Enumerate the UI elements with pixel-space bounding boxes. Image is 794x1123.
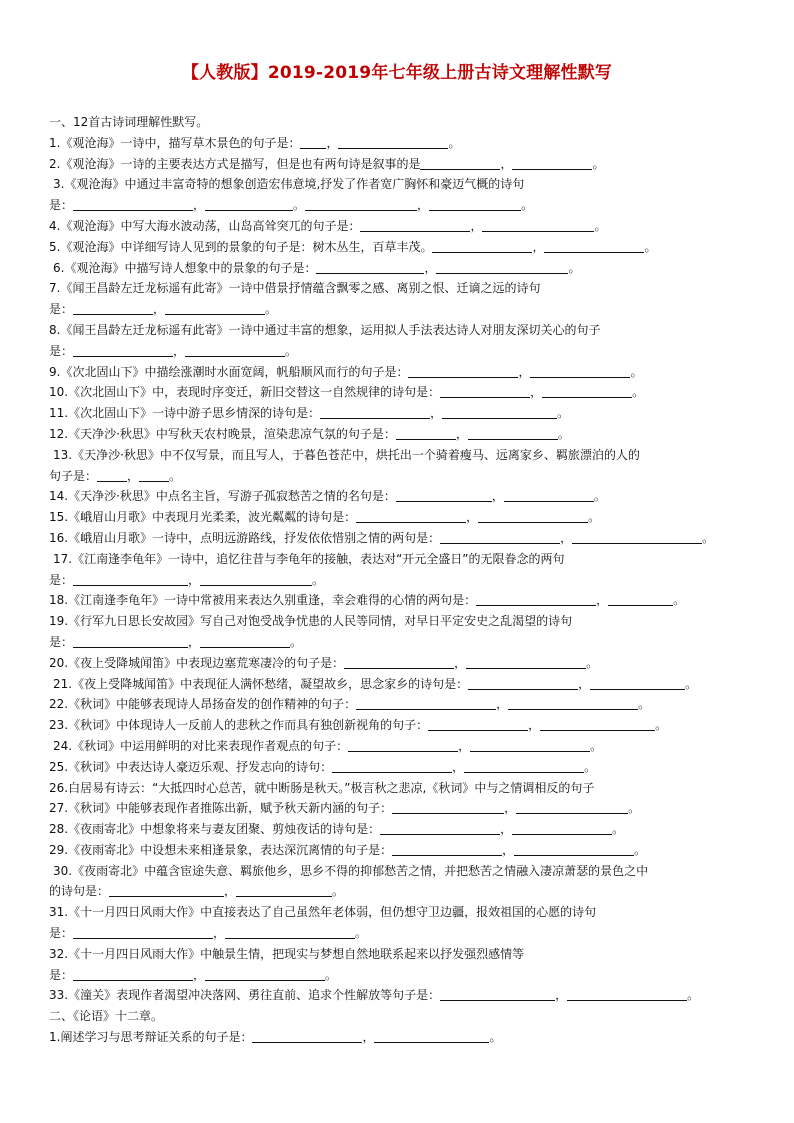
question-line — [49, 216, 769, 237]
answer-blank[interactable] — [392, 842, 502, 856]
answer-blank[interactable] — [73, 634, 188, 648]
punctuation: 。 — [448, 135, 461, 150]
question-text: 4.《观沧海》中写大海水波动荡，山岛高耸突兀的句子是： — [49, 218, 361, 233]
question-text: 1.《观沧海》一诗中，描写草木景色的句子是： — [49, 135, 301, 150]
question-text: 20.《夜上受降城闻笛》中表现边塞荒寒凄冷的句子是： — [49, 655, 345, 670]
answer-blank[interactable] — [608, 592, 673, 606]
question-text: 14.《天净沙·秋思》中点名主旨，写游子孤寂愁苦之情的名句是： — [49, 489, 396, 504]
punctuation: 。 — [612, 822, 625, 837]
question-text: 31.《十一月四日风雨大作》中直接表达了自己虽然年老体弱，但仍想守卫边疆，报效祖国的心愿的诗句 — [49, 905, 597, 920]
punctuation: ， — [596, 593, 609, 608]
punctuation: 。 — [592, 156, 605, 171]
punctuation: ， — [153, 302, 166, 317]
answer-blank[interactable] — [109, 883, 224, 897]
answer-blank[interactable] — [590, 676, 685, 690]
question-line — [49, 965, 769, 986]
page-title: 【人教版】2019-2019年七年级上册古诗文理解性默写 — [181, 63, 613, 83]
question-line — [49, 341, 769, 362]
question-line — [49, 881, 769, 902]
question-line — [49, 154, 769, 175]
question-text: 9.《次北固山下》中描绘涨潮时水面宽阔，帆船顺风而行的句子是： — [49, 364, 409, 379]
question-text: 11.《次北固山下》一诗中游子思乡情深的诗句是： — [49, 406, 321, 421]
question-text: 17.《江南逢李龟年》一诗中，追忆往昔与李龟年的接触，表达对“开元全盛日”的无限眷念的两句 — [53, 551, 565, 566]
punctuation: 。 — [568, 260, 581, 275]
question-text: 29.《夜雨寄北》中设想未来相逢景象，表达深沉离情的句子是： — [49, 842, 393, 857]
answer-blank[interactable] — [236, 883, 332, 897]
question-line — [49, 590, 769, 611]
answer-blank[interactable] — [73, 301, 153, 315]
question-line — [49, 570, 769, 591]
question-line — [49, 133, 769, 154]
punctuation: ， — [224, 884, 237, 899]
question-text: 7.《闻王昌龄左迁龙标遥有此寄》一诗中借景抒情蕴含飘零之感、离别之恨、迁谪之远的诗句 — [49, 281, 541, 296]
question-line — [49, 362, 769, 383]
question-line — [49, 320, 769, 341]
question-line — [49, 985, 769, 1006]
question-line — [49, 403, 769, 424]
question-text: 2.《观沧海》一诗的主要表达方式是描写，但是也有两句诗是叙事的是 — [49, 156, 421, 171]
question-text: 是： — [49, 198, 74, 213]
question-line — [49, 195, 769, 216]
punctuation: ， — [417, 198, 430, 213]
question-line — [49, 237, 769, 258]
punctuation: 。 — [632, 385, 645, 400]
answer-blank[interactable] — [567, 987, 687, 1001]
question-text: 句子是： — [49, 468, 98, 483]
worksheet-body — [49, 112, 769, 1048]
answer-blank[interactable] — [420, 156, 500, 170]
question-line — [49, 923, 769, 944]
punctuation: ， — [502, 842, 515, 857]
punctuation: 。 — [644, 239, 657, 254]
answer-blank[interactable] — [332, 759, 452, 773]
question-text: 26.白居易有诗云：“大抵四时心总苦，就中断肠是秋天。”极言秋之悲凉,《秋词》中与之情调相反的句子 — [49, 780, 595, 795]
punctuation: 。 — [586, 655, 599, 670]
answer-blank[interactable] — [540, 717, 655, 731]
answer-blank[interactable] — [139, 468, 169, 482]
punctuation: 。 — [293, 198, 306, 213]
answer-blank[interactable] — [428, 717, 528, 731]
punctuation: ， — [424, 260, 437, 275]
answer-blank[interactable] — [360, 218, 470, 232]
answer-blank[interactable] — [200, 572, 312, 586]
question-line — [49, 757, 769, 778]
punctuation: 。 — [285, 343, 298, 358]
punctuation: 。 — [655, 718, 668, 733]
question-line — [49, 258, 769, 279]
question-line — [49, 694, 769, 715]
punctuation: 。 — [630, 364, 643, 379]
answer-blank[interactable] — [356, 509, 466, 523]
answer-blank[interactable] — [185, 343, 285, 357]
answer-blank[interactable] — [466, 655, 586, 669]
answer-blank[interactable] — [356, 696, 496, 710]
punctuation: ， — [127, 468, 140, 483]
punctuation: ， — [530, 385, 543, 400]
punctuation: 。 — [584, 759, 597, 774]
punctuation: ， — [458, 738, 471, 753]
answer-blank[interactable] — [544, 239, 644, 253]
punctuation: ， — [518, 364, 531, 379]
punctuation: 。 — [702, 530, 715, 545]
question-line — [49, 819, 769, 840]
punctuation: 。 — [685, 676, 698, 691]
question-line — [49, 1027, 769, 1048]
punctuation: ， — [500, 156, 513, 171]
answer-blank[interactable] — [440, 987, 555, 1001]
question-text: 13.《天净沙·秋思》中不仅写景，而且写人，于暮色苍茫中，烘托出一个骑着瘦马、远离家乡、羁旅漂泊的人的 — [53, 447, 640, 462]
answer-blank[interactable] — [468, 676, 578, 690]
punctuation: 。 — [590, 738, 603, 753]
question-text: 是： — [49, 967, 74, 982]
punctuation: ， — [560, 530, 573, 545]
question-text: 16.《峨眉山月歌》一诗中，点明远游路线，抒发依依惜别之情的两句是： — [49, 530, 441, 545]
answer-blank[interactable] — [572, 530, 702, 544]
question-line — [49, 840, 769, 861]
punctuation: 。 — [355, 926, 368, 941]
question-text: 是： — [49, 572, 74, 587]
answer-blank[interactable] — [512, 156, 592, 170]
punctuation: ， — [452, 759, 465, 774]
question-text: 27.《秋词》中能够表现作者推陈出新，赋予秋天新内涵的句子： — [49, 801, 393, 816]
punctuation: ， — [466, 510, 479, 525]
answer-blank[interactable] — [468, 426, 558, 440]
question-text: 5.《观沧海》中详细写诗人见到的景象的句子是：树木丛生，百草丰茂。 — [49, 239, 433, 254]
answer-blank[interactable] — [320, 405, 430, 419]
question-text: 22.《秋词》中能够表现诗人昂扬奋发的创作精神的句子： — [49, 697, 357, 712]
question-text: 33.《潼关》表现作者渴望冲决落网、勇往直前、追求个性解放等句子是： — [49, 988, 441, 1003]
answer-blank[interactable] — [470, 738, 590, 752]
answer-blank[interactable] — [476, 592, 596, 606]
answer-blank[interactable] — [514, 842, 634, 856]
question-text: 是： — [49, 302, 74, 317]
punctuation: ， — [188, 634, 201, 649]
answer-blank[interactable] — [380, 821, 500, 835]
answer-blank[interactable] — [348, 738, 458, 752]
punctuation: 。 — [312, 572, 325, 587]
question-text: 一、12首古诗词理解性默写。 — [49, 115, 209, 129]
answer-blank[interactable] — [436, 260, 568, 274]
question-text: 1.阐述学习与思考辩证关系的句子是： — [49, 1030, 253, 1045]
answer-blank[interactable] — [504, 488, 594, 502]
question-line — [49, 715, 769, 736]
answer-blank[interactable] — [338, 135, 448, 149]
question-line — [49, 445, 769, 466]
question-text: 8.《闻王昌龄左迁龙标遥有此寄》一诗中通过丰富的想象，运用拟人手法表达诗人对朋友深切关心的句子 — [49, 322, 601, 337]
punctuation: ， — [430, 406, 443, 421]
question-text: 6.《观沧海》中描写诗人想象中的景象的句子是： — [53, 260, 317, 275]
punctuation: 。 — [332, 884, 345, 899]
answer-blank[interactable] — [73, 572, 188, 586]
question-line — [49, 861, 769, 882]
punctuation: 。 — [588, 510, 601, 525]
question-line — [49, 902, 769, 923]
answer-blank[interactable] — [165, 301, 265, 315]
punctuation: ， — [173, 343, 186, 358]
question-line — [49, 486, 769, 507]
question-text: 30.《夜雨寄北》中蕴含宦途失意、羁旅他乡，思乡不得的抑郁愁苦之情，并把愁苦之情融入凄凉萧瑟的景色之中 — [53, 863, 649, 878]
question-text: 3.《观沧海》中通过丰富奇特的想象创造宏伟意境,抒发了作者宽广胸怀和豪迈气概的诗句 — [53, 177, 525, 192]
punctuation: ， — [188, 572, 201, 587]
question-line — [49, 112, 769, 133]
question-line — [49, 1006, 769, 1027]
question-text: 28.《夜雨寄北》中想象将来与妻友团聚、剪烛夜话的诗句是： — [49, 822, 381, 837]
answer-blank[interactable] — [396, 426, 456, 440]
punctuation: ， — [213, 926, 226, 941]
punctuation: ， — [193, 198, 206, 213]
answer-blank[interactable] — [464, 759, 584, 773]
question-text: 是： — [49, 343, 74, 358]
punctuation: 。 — [634, 842, 647, 857]
answer-blank[interactable] — [73, 197, 193, 211]
question-line — [49, 507, 769, 528]
answer-blank[interactable] — [429, 197, 521, 211]
answer-blank[interactable] — [225, 925, 355, 939]
question-line — [49, 798, 769, 819]
question-line — [49, 174, 769, 195]
punctuation: 。 — [593, 489, 606, 504]
answer-blank[interactable] — [200, 634, 290, 648]
question-line — [49, 549, 769, 570]
answer-blank[interactable] — [205, 197, 293, 211]
answer-blank[interactable] — [432, 239, 532, 253]
answer-blank[interactable] — [516, 800, 628, 814]
punctuation: ， — [491, 489, 504, 504]
punctuation: 。 — [169, 468, 182, 483]
answer-blank[interactable] — [252, 1029, 362, 1043]
question-text: 15.《峨眉山月歌》中表现月光柔柔，波光粼粼的诗句是： — [49, 510, 357, 525]
punctuation: 。 — [628, 801, 641, 816]
answer-blank[interactable] — [440, 530, 560, 544]
question-line — [49, 632, 769, 653]
punctuation: ， — [454, 655, 467, 670]
question-line — [49, 778, 769, 799]
answer-blank[interactable] — [512, 821, 612, 835]
punctuation: ， — [504, 801, 517, 816]
punctuation: ， — [578, 676, 591, 691]
answer-blank[interactable] — [300, 135, 326, 149]
question-text: 25.《秋词》中表达诗人豪迈乐观、抒发志向的诗句： — [49, 759, 333, 774]
answer-blank[interactable] — [482, 218, 594, 232]
question-text: 32.《十一月四日风雨大作》中触景生情，把现实与梦想自然地联系起来以抒发强烈感情等 — [49, 946, 525, 961]
question-text: 10.《次北固山下》中，表现时序变迁，新旧交替这一自然规律的诗句是： — [49, 385, 441, 400]
punctuation: ， — [532, 239, 545, 254]
answer-blank[interactable] — [374, 1029, 489, 1043]
punctuation: 。 — [265, 302, 278, 317]
question-text: 19.《行军九日思长安故园》写自己对饱受战争忧患的人民等同情，对早日平定安史之乱渴望的诗句 — [49, 614, 573, 629]
punctuation: 。 — [557, 406, 570, 421]
punctuation: 。 — [638, 697, 651, 712]
punctuation: ， — [455, 426, 468, 441]
punctuation: ， — [500, 822, 513, 837]
answer-blank[interactable] — [97, 468, 127, 482]
question-line — [49, 528, 769, 549]
punctuation: 。 — [673, 593, 686, 608]
punctuation: 。 — [521, 198, 534, 213]
question-text: 24.《秋词》中运用鲜明的对比来表现作者观点的句子： — [53, 738, 349, 753]
punctuation: ， — [470, 218, 483, 233]
answer-blank[interactable] — [316, 260, 424, 274]
answer-blank[interactable] — [530, 364, 630, 378]
question-line — [49, 611, 769, 632]
question-text: 的诗句是： — [49, 884, 110, 899]
punctuation: 。 — [325, 967, 338, 982]
punctuation: ， — [362, 1030, 375, 1045]
answer-blank[interactable] — [73, 925, 213, 939]
answer-blank[interactable] — [305, 197, 417, 211]
question-line — [49, 299, 769, 320]
answer-blank[interactable] — [478, 509, 588, 523]
punctuation: 。 — [687, 988, 700, 1003]
punctuation: ， — [555, 988, 568, 1003]
answer-blank[interactable] — [442, 405, 557, 419]
question-text: 23.《秋词》中体现诗人一反前人的悲秋之作而具有独创新视角的句子： — [49, 718, 429, 733]
answer-blank[interactable] — [440, 384, 530, 398]
punctuation: ， — [193, 967, 206, 982]
question-line — [49, 674, 769, 695]
question-text: 12.《天净沙·秋思》中写秋天农村晚景，渲染悲凉气氛的句子是： — [49, 426, 396, 441]
question-line — [49, 736, 769, 757]
answer-blank[interactable] — [205, 967, 325, 981]
question-text: 二、《论语》十二章。 — [49, 1009, 164, 1024]
punctuation: 。 — [594, 218, 607, 233]
question-line — [49, 278, 769, 299]
question-text: 18.《江南逢李龟年》一诗中常被用来表达久别重逢，幸会难得的心情的两句是： — [49, 593, 477, 608]
punctuation: ， — [326, 135, 339, 150]
answer-blank[interactable] — [396, 488, 492, 502]
question-line — [49, 653, 769, 674]
answer-blank[interactable] — [73, 967, 193, 981]
answer-blank[interactable] — [542, 384, 632, 398]
question-line — [49, 424, 769, 445]
question-text: 21.《夜上受降城闻笛》中表现征人满怀愁绪，凝望故乡，思念家乡的诗句是： — [53, 676, 469, 691]
punctuation: ， — [528, 718, 541, 733]
question-text: 是： — [49, 926, 74, 941]
punctuation: 。 — [290, 634, 303, 649]
answer-blank[interactable] — [73, 343, 173, 357]
question-text: 是： — [49, 634, 74, 649]
answer-blank[interactable] — [392, 800, 504, 814]
question-line — [49, 944, 769, 965]
question-line — [49, 466, 769, 487]
answer-blank[interactable] — [408, 364, 518, 378]
punctuation: 。 — [489, 1030, 502, 1045]
answer-blank[interactable] — [508, 696, 638, 710]
question-line — [49, 382, 769, 403]
punctuation: ， — [496, 697, 509, 712]
answer-blank[interactable] — [344, 655, 454, 669]
punctuation: 。 — [557, 426, 570, 441]
